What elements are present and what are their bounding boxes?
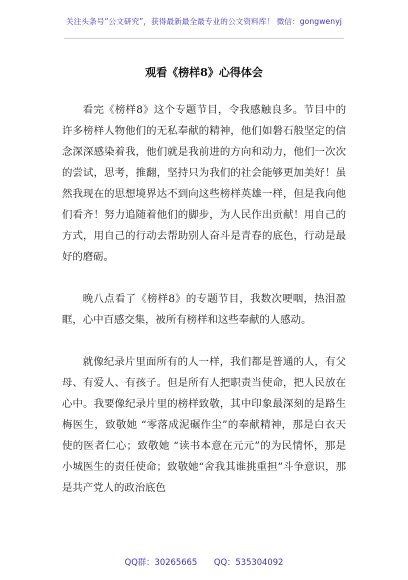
document-title: 观看《榜样8》心得体会 (145, 66, 263, 79)
paragraph: 就像纪录片里面所有的人一样，我们都是普通的人，有父母、有爱人、有孩子。但是所有人把职责当使命，把人民放在心中。我要像纪录片里的榜样致敬，其中印象最深刻的是路生梅医生，致敬她 “零落成泥碾作尘”的奉献精神，那是白衣天使的医者仁心；致敬她 “读书本意在元元”的为民情怀，那是小城医生的责任使命；致敬她“舍我其谁挑重担”斗争意识，那是共产党人的政治底色 (62, 356, 346, 494)
footer-qq-group: QQ群：30265665 (124, 557, 198, 567)
footer-qq-number: QQ：535304092 (213, 557, 284, 567)
paragraph: 晚八点看了《榜样8》的专题节目，我数次哽咽，热泪盈眶，心中百感交集，被所有榜样和这些奉献的人感动。 (62, 293, 346, 326)
header-divider (64, 38, 344, 39)
paragraph: 看完《榜样8》这个专题节目，令我感触良多。节目中的许多榜样人物他们的无私奉献的精神，他们如磐石般坚定的信念深深感染着我，他们就是我前进的方向和动力，他们一次次的尝试，思考，推翻，坚持只为我们的社会能够更加美好！虽然我现在的思想境界达不到向这些榜样英雄一样，但是我向他们看齐！努力追随着他们的脚步，为人民作出贡献！用自己的方式，用自己的行动去帮助别人奋斗是青春的底色，行动是最好的磨砺。 (62, 104, 346, 263)
header-promo-note: 关注头条号“公文研究”，获得最新最全最专业的公文资料库！ 微信：gongwenyj (66, 17, 342, 26)
footer-contact (0, 556, 408, 568)
document-body (62, 100, 346, 499)
